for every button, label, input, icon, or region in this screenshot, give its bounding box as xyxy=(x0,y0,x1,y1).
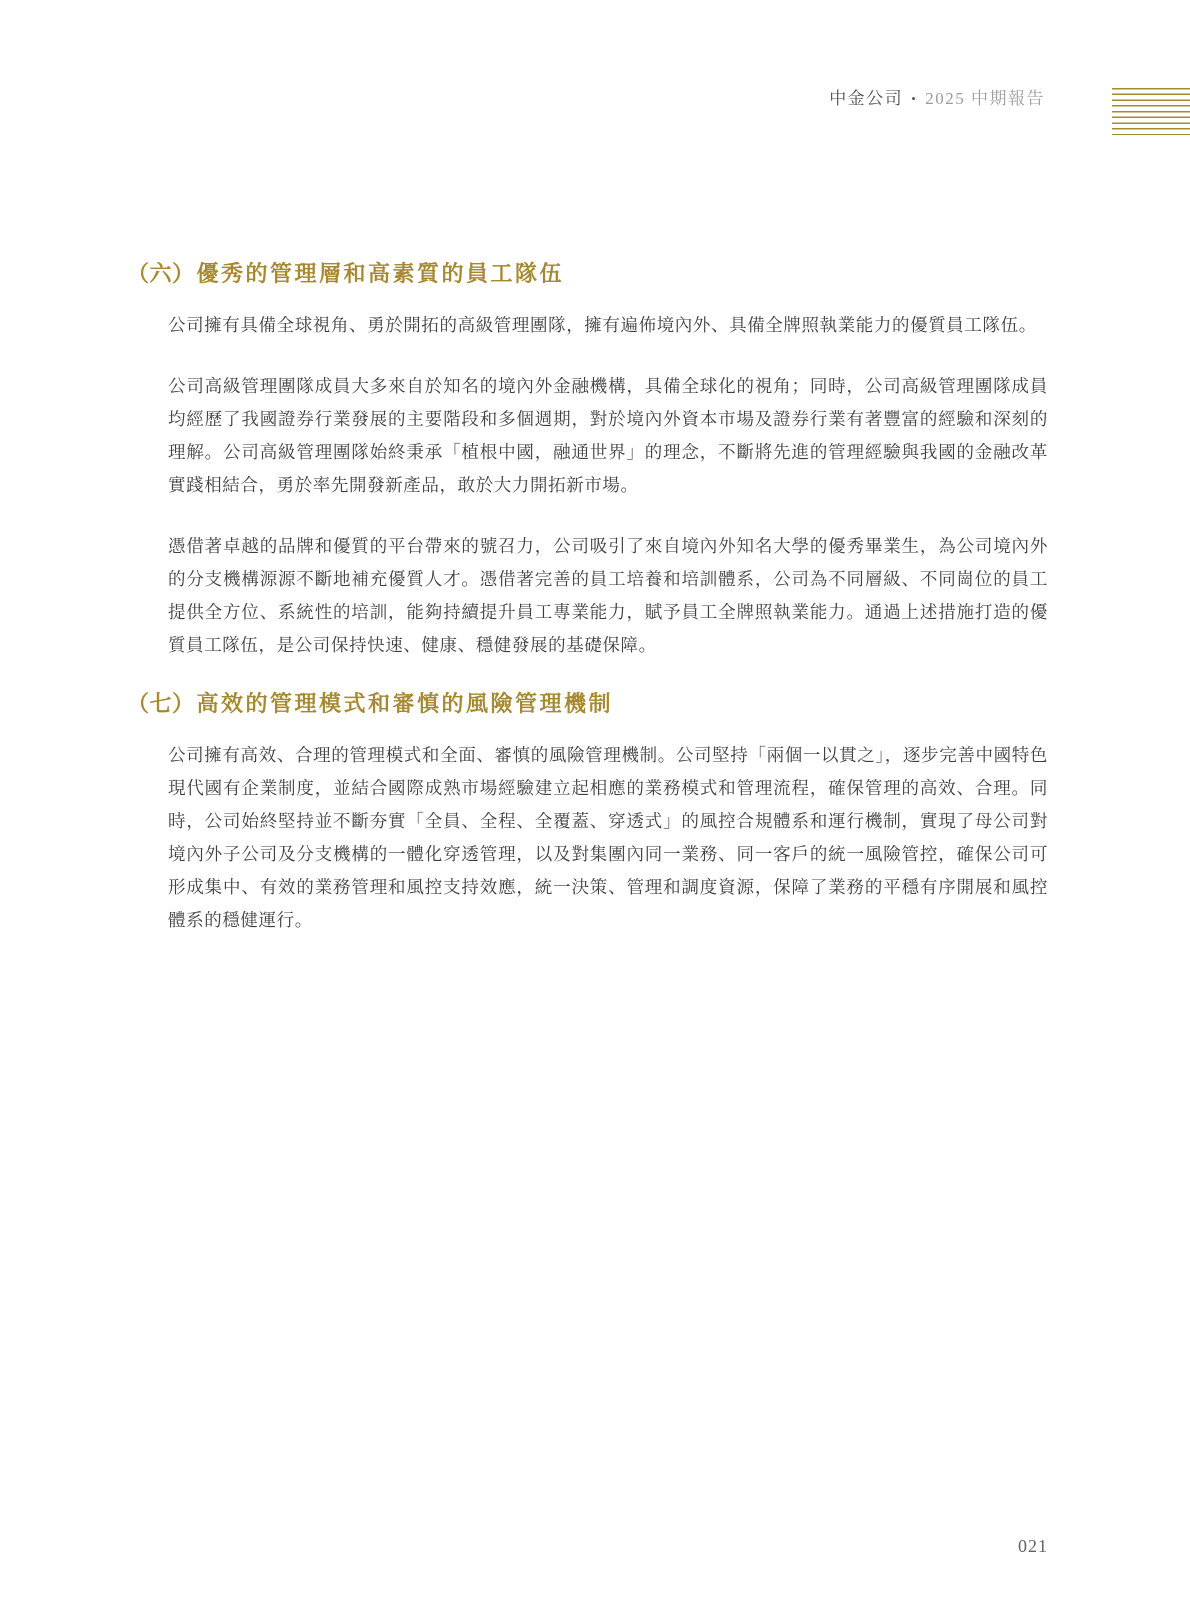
section-6-body xyxy=(168,309,1048,662)
section-7-heading xyxy=(127,690,1048,718)
section-7-body xyxy=(168,739,1048,937)
section-7 xyxy=(127,690,1048,937)
section-6-title: 優秀的管理層和高素質的員工隊伍 xyxy=(196,261,565,286)
page-number: 021 xyxy=(1018,1536,1048,1556)
header-bullet-separator: • xyxy=(911,91,918,106)
running-header xyxy=(829,84,1045,109)
paragraph: 公司擁有具備全球視角、勇於開拓的高級管理團隊，擁有遍佈境內外、具備全牌照執業能力的優質員工隊伍。 xyxy=(168,315,1037,335)
section-6 xyxy=(127,260,1048,662)
section-7-title: 高效的管理模式和審慎的風險管理機制 xyxy=(196,691,614,716)
section-6-number: （六） xyxy=(127,261,195,286)
page-content xyxy=(127,260,1048,937)
stripes-decoration xyxy=(1112,88,1190,135)
section-7-number: （七） xyxy=(127,691,195,716)
company-name: 中金公司 xyxy=(829,89,904,108)
section-6-heading xyxy=(127,260,1048,288)
paragraph: 公司擁有高效、合理的管理模式和全面、審慎的風險管理機制。公司堅持「兩個一以貫之」，逐步完善中國特色現代國有企業制度，並結合國際成熟市場經驗建立起相應的業務模式和管理流程，確保管理的高效、合理。同時，公司始終堅持並不斷夯實「全員、全程、全覆蓋、穿透式」的風控合規體系和運行機制，實現了母公司對境內外子公司及分支機構的一體化穿透管理，以及對集團內同一業務、同一客戶的統一風險管控，確保公司可形成集中、有效的業務管理和風控支持效應，統一決策、管理和調度資源，保障了業務的平穩有序開展和風控體系的穩健運行。 xyxy=(168,745,1048,930)
paragraph: 憑借著卓越的品牌和優質的平台帶來的號召力，公司吸引了來自境內外知名大學的優秀畢業生，為公司境內外的分支機構源源不斷地補充優質人才。憑借著完善的員工培養和培訓體系，公司為不同層級、不同崗位的員工提供全方位、系統性的培訓，能夠持續提升員工專業能力，賦予員工全牌照執業能力。通過上述措施打造的優質員工隊伍，是公司保持快速、健康、穩健發展的基礎保障。 xyxy=(168,536,1048,655)
paragraph: 公司高級管理團隊成員大多來自於知名的境內外金融機構，具備全球化的視角；同時，公司高級管理團隊成員均經歷了我國證券行業發展的主要階段和多個週期，對於境內外資本市場及證券行業有著豐富的經驗和深刻的理解。公司高級管理團隊始終秉承「植根中國，融通世界」的理念，不斷將先進的管理經驗與我國的金融改革實踐相結合，勇於率先開發新產品，敢於大力開拓新市場。 xyxy=(168,376,1048,495)
report-title: 2025 中期報告 xyxy=(925,89,1045,108)
